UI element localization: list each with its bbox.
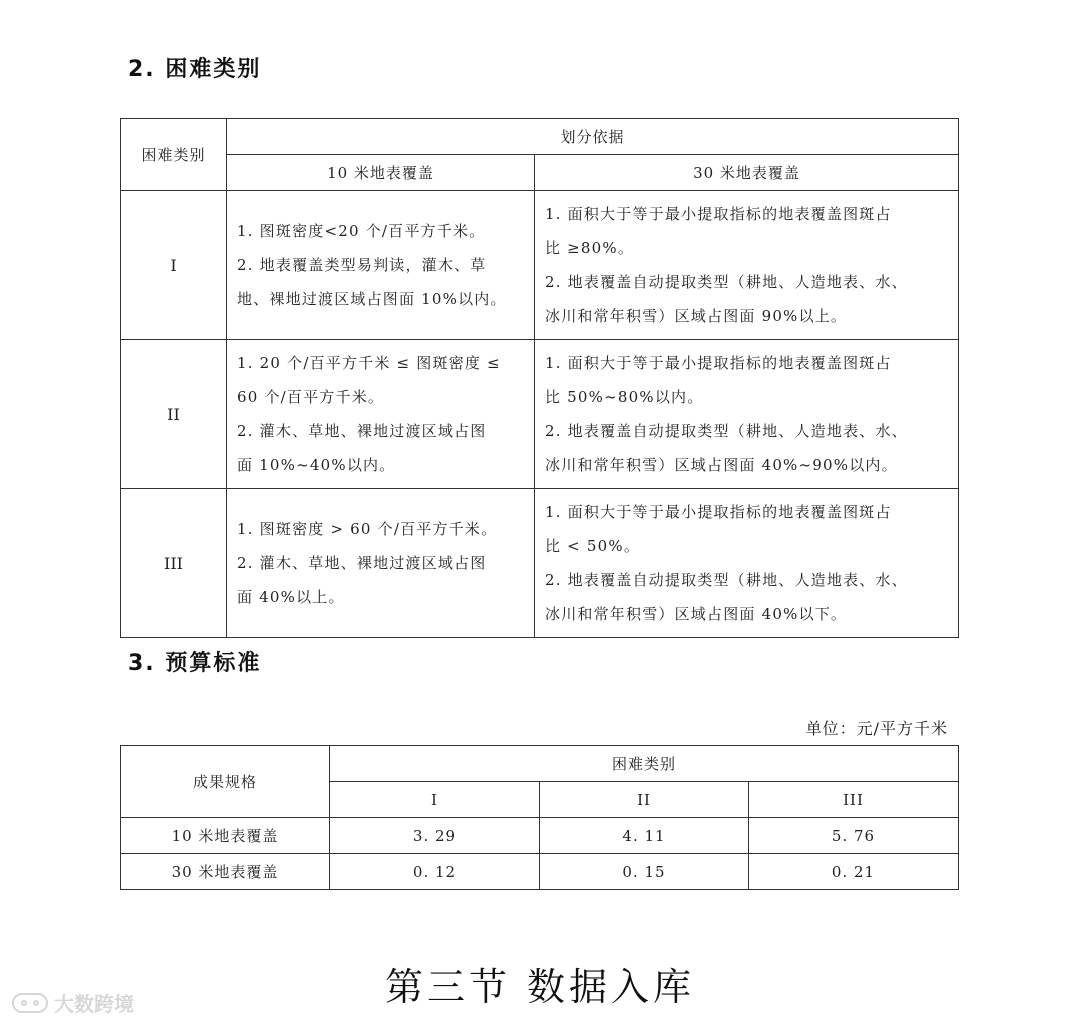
spec-header: 成果规格	[121, 746, 330, 818]
price-cell: 4. 11	[540, 818, 749, 854]
difficulty-sub-header: III	[749, 782, 959, 818]
criteria-10m-cell	[227, 489, 535, 638]
price-cell: 0. 12	[330, 854, 540, 890]
table-row	[121, 191, 959, 340]
budget-heading: 3. 预算标准	[128, 651, 262, 676]
spec-cell: 10 米地表覆盖	[121, 818, 330, 854]
watermark-text: 大数跨境	[54, 992, 134, 1016]
watermark	[12, 988, 134, 1017]
criteria-line: 60 个/百平方千米。	[237, 388, 385, 406]
category-cell: II	[121, 340, 227, 489]
criteria-line: 1. 20 个/百平方千米 ≤ 图斑密度 ≤	[237, 354, 501, 372]
price-cell: 0. 21	[749, 854, 959, 890]
criteria-line: 比 < 50%。	[545, 537, 641, 555]
difficulty-sub-header: II	[540, 782, 749, 818]
table-row	[121, 854, 959, 890]
criteria-line: 冰川和常年积雪）区域占图面 90%以上。	[545, 307, 848, 325]
criteria-line: 比 50%~80%以内。	[545, 388, 704, 406]
col-10m-header: 10 米地表覆盖	[227, 155, 535, 191]
criteria-line: 地、裸地过渡区域占图面 10%以内。	[237, 290, 507, 308]
difficulty-heading: 2. 困难类别	[128, 57, 262, 82]
criteria-line: 1. 图斑密度 > 60 个/百平方千米。	[237, 520, 498, 538]
criteria-line: 1. 图斑密度<20 个/百平方千米。	[237, 222, 486, 240]
category-header: 困难类别	[121, 119, 227, 191]
difficulty-sub-header: I	[330, 782, 540, 818]
budget-table	[120, 745, 959, 890]
criteria-line: 面 40%以上。	[237, 588, 345, 606]
category-cell: I	[121, 191, 227, 340]
criteria-line: 2. 灌木、草地、裸地过渡区域占图	[237, 422, 487, 440]
table-row	[121, 340, 959, 489]
price-cell: 0. 15	[540, 854, 749, 890]
table-row	[121, 818, 959, 854]
watermark-logo-icon	[12, 993, 48, 1013]
difficulty-table	[120, 118, 959, 638]
category-cell: III	[121, 489, 227, 638]
criteria-line: 冰川和常年积雪）区域占图面 40%~90%以内。	[545, 456, 898, 474]
price-cell: 5. 76	[749, 818, 959, 854]
criteria-line: 1. 面积大于等于最小提取指标的地表覆盖图斑占	[545, 503, 892, 521]
section-title: 第三节 数据入库	[384, 965, 696, 1009]
price-cell: 3. 29	[330, 818, 540, 854]
criteria-10m-cell	[227, 340, 535, 489]
criteria-line: 面 10%~40%以内。	[237, 456, 396, 474]
criteria-line: 2. 灌木、草地、裸地过渡区域占图	[237, 554, 487, 572]
criteria-line: 1. 面积大于等于最小提取指标的地表覆盖图斑占	[545, 205, 892, 223]
criteria-line: 冰川和常年积雪）区域占图面 40%以下。	[545, 605, 848, 623]
criteria-30m-cell	[535, 489, 959, 638]
criteria-line: 2. 地表覆盖自动提取类型（耕地、人造地表、水、	[545, 571, 908, 589]
table-row	[121, 489, 959, 638]
criteria-line: 2. 地表覆盖类型易判读，灌木、草	[237, 256, 487, 274]
col-30m-header: 30 米地表覆盖	[535, 155, 959, 191]
spec-cell: 30 米地表覆盖	[121, 854, 330, 890]
unit-label: 单位：元/平方千米	[805, 719, 948, 738]
criteria-line: 比 ≥80%。	[545, 239, 635, 257]
criteria-30m-cell	[535, 340, 959, 489]
criteria-line: 1. 面积大于等于最小提取指标的地表覆盖图斑占	[545, 354, 892, 372]
criteria-30m-cell	[535, 191, 959, 340]
difficulty-header: 困难类别	[330, 746, 959, 782]
criteria-line: 2. 地表覆盖自动提取类型（耕地、人造地表、水、	[545, 273, 908, 291]
basis-header: 划分依据	[227, 119, 959, 155]
criteria-line: 2. 地表覆盖自动提取类型（耕地、人造地表、水、	[545, 422, 908, 440]
criteria-10m-cell	[227, 191, 535, 340]
